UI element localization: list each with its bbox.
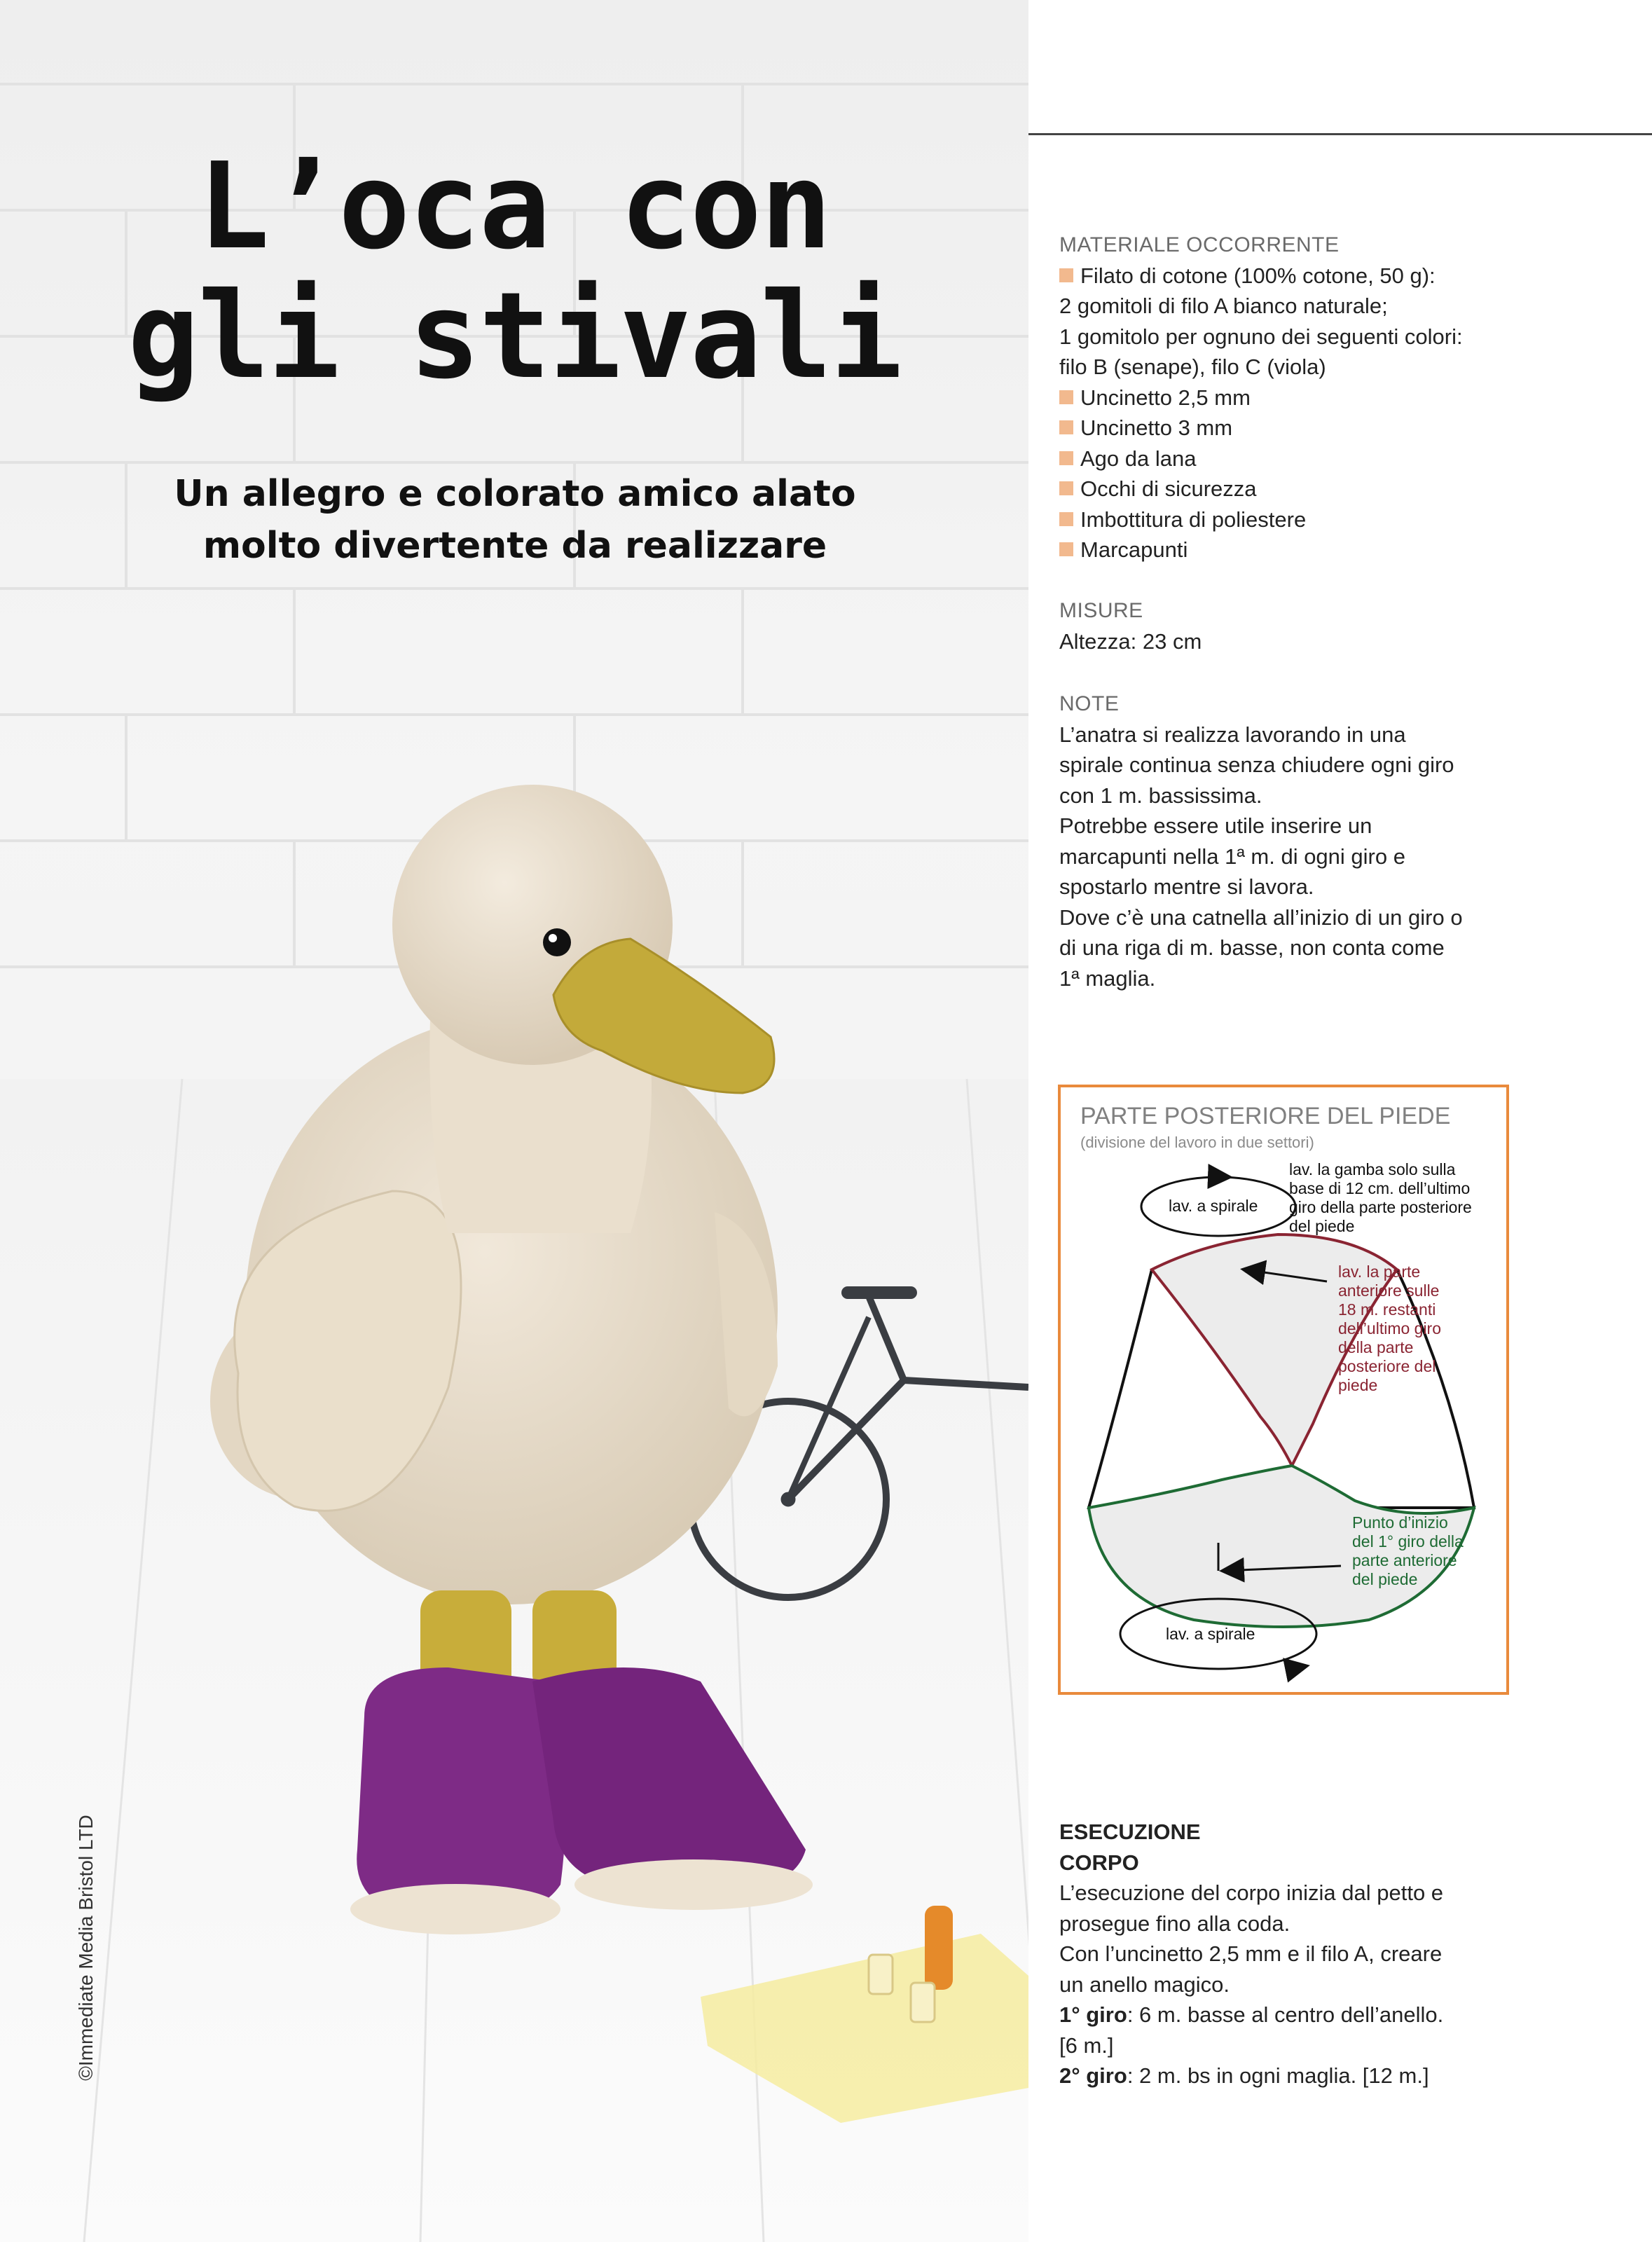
execution-section bbox=[1059, 1817, 1543, 2091]
page-title-line-2: gli stivali bbox=[128, 267, 901, 406]
round-2: 2° giro: 2 m. bs in ogni maglia. [12 m.] bbox=[1059, 2063, 1429, 2088]
square-bullet-icon bbox=[1059, 512, 1073, 526]
materials-line: Filato di cotone (100% cotone, 50 g): bbox=[1059, 261, 1543, 291]
measures-heading: MISURE bbox=[1059, 599, 1143, 622]
square-bullet-icon bbox=[1059, 390, 1073, 404]
measures-text: Altezza: 23 cm bbox=[1059, 628, 1202, 654]
notes-heading: NOTE bbox=[1059, 692, 1120, 715]
materials-section bbox=[1059, 230, 1543, 565]
subtitle-line-2: molto divertente da realizzare bbox=[202, 525, 827, 567]
spiral-label-bottom: lav. a spirale bbox=[1166, 1625, 1255, 1643]
materials-line: 2 gomitoli di filo A bianco naturale; bbox=[1059, 294, 1388, 318]
materials-heading: MATERIALE OCCORRENTE bbox=[1059, 233, 1340, 256]
notes-line: di una riga di m. basse, non conta come bbox=[1059, 935, 1445, 960]
photo-credit bbox=[70, 1790, 102, 2105]
notes-line: Potrebbe essere utile inserire un bbox=[1059, 813, 1372, 838]
diagram-note-top: lav. la gamba solo sulla base di 12 cm. dell’ultimo giro della parte posteriore del piede bbox=[1289, 1160, 1472, 1235]
header-rule bbox=[1028, 133, 1652, 135]
materials-line: Uncinetto 2,5 mm bbox=[1059, 383, 1543, 413]
diagram-subtitle: (divisione del lavoro in due settori) bbox=[1080, 1134, 1314, 1151]
square-bullet-icon bbox=[1059, 268, 1073, 282]
page-subtitle bbox=[112, 468, 918, 572]
materials-line: Ago da lana bbox=[1059, 443, 1543, 474]
square-bullet-icon bbox=[1059, 451, 1073, 465]
materials-line: Uncinetto 3 mm bbox=[1059, 413, 1543, 443]
execution-heading: ESECUZIONE bbox=[1059, 1820, 1201, 1844]
materials-line: 1 gomitolo per ognuno dei seguenti colori: bbox=[1059, 324, 1463, 349]
round-1: 1° giro: 6 m. basse al centro dell’anello. bbox=[1059, 2002, 1444, 2027]
execution-line: Con l’uncinetto 2,5 mm e il filo A, creare bbox=[1059, 1941, 1443, 1966]
round-1-count: [6 m.] bbox=[1059, 2033, 1114, 2058]
materials-line: Occhi di sicurezza bbox=[1059, 474, 1543, 504]
materials-line: Marcapunti bbox=[1059, 535, 1543, 565]
diagram-note-green: Punto d’inizio del 1° giro della parte anteriore del piede bbox=[1352, 1513, 1464, 1588]
execution-line: prosegue fino alla coda. bbox=[1059, 1911, 1290, 1936]
page-title-line-1: L’oca con bbox=[198, 137, 831, 276]
square-bullet-icon bbox=[1059, 542, 1073, 556]
materials-line: filo B (senape), filo C (viola) bbox=[1059, 355, 1326, 379]
notes-line: con 1 m. bassissima. bbox=[1059, 783, 1262, 808]
foot-diagram bbox=[1058, 1085, 1509, 1695]
notes-line: 1ª maglia. bbox=[1059, 965, 1156, 991]
notes-line: marcapunti nella 1ª m. di ogni giro e bbox=[1059, 844, 1405, 869]
notes-line: Dove c’è una catnella all’inizio di un giro o bbox=[1059, 905, 1463, 930]
subtitle-line-1: Un allegro e colorato amico alato bbox=[174, 473, 856, 515]
diagram-note-red: lav. la parte anteriore sulle 18 m. restanti dell’ultimo giro della parte posteriore del piede bbox=[1338, 1263, 1442, 1394]
execution-line: un anello magico. bbox=[1059, 1972, 1230, 1997]
body-heading: CORPO bbox=[1059, 1850, 1139, 1875]
square-bullet-icon bbox=[1059, 481, 1073, 495]
execution-line: L’esecuzione del corpo inizia dal petto e bbox=[1059, 1880, 1444, 1905]
notes-line: L’anatra si realizza lavorando in una bbox=[1059, 722, 1406, 747]
spiral-label-top: lav. a spirale bbox=[1169, 1197, 1258, 1215]
notes-section bbox=[1059, 689, 1543, 993]
photo-credit-text: ©Immediate Media Bristol LTD bbox=[75, 1815, 97, 2081]
diagram-title: PARTE POSTERIORE DEL PIEDE bbox=[1080, 1103, 1451, 1129]
measures-section bbox=[1059, 596, 1543, 656]
toy-bottle bbox=[925, 1906, 953, 1990]
notes-line: spirale continua senza chiudere ogni giro bbox=[1059, 752, 1454, 777]
notes-line: spostarlo mentre si lavora. bbox=[1059, 874, 1314, 899]
materials-line: Imbottitura di poliestere bbox=[1059, 504, 1543, 535]
square-bullet-icon bbox=[1059, 420, 1073, 434]
